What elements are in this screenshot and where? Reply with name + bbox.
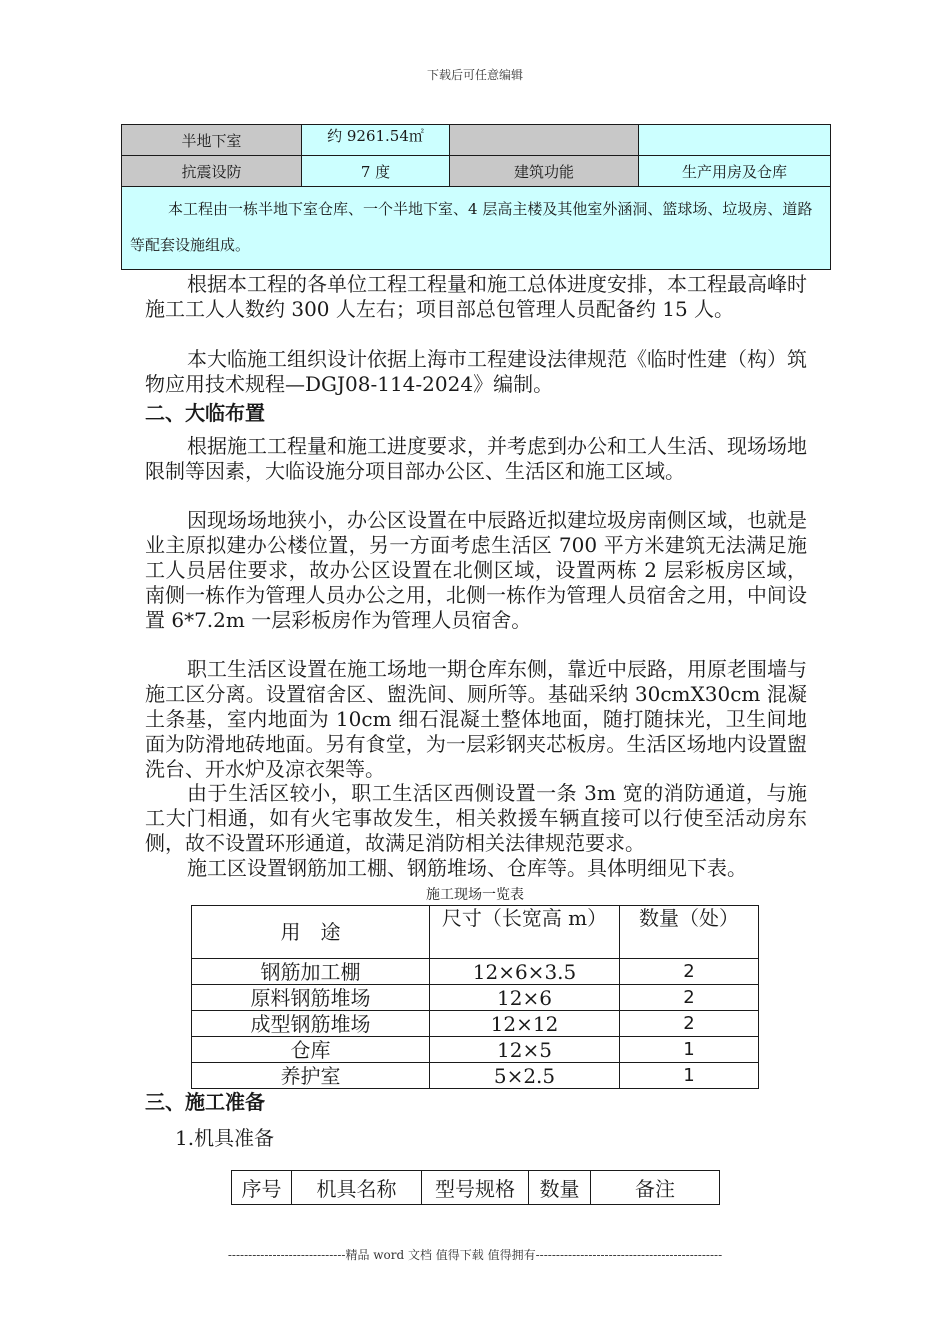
- column-header: 尺寸（长宽高 m）: [430, 906, 620, 959]
- paragraph: 施工区设置钢筋加工棚、钢筋堆场、仓库等。具体明细见下表。: [187, 856, 747, 880]
- table-cell: 钢筋加工棚: [192, 959, 430, 985]
- info-cell: [639, 125, 831, 156]
- column-header: 数量（处）: [620, 906, 759, 959]
- machinery-table: [231, 1170, 720, 1205]
- table-cell: 12×12: [430, 1011, 620, 1037]
- table-cell: 2: [620, 959, 759, 985]
- info-row-2: [122, 156, 831, 187]
- table-cell: 12×6×3.5: [430, 959, 620, 985]
- table-row: [192, 959, 759, 985]
- info-cell: [450, 125, 639, 156]
- table-cell: 5×2.5: [430, 1063, 620, 1089]
- table-cell: 1: [620, 1037, 759, 1063]
- column-header: 序号: [232, 1171, 292, 1205]
- info-cell: 建筑功能: [450, 156, 639, 187]
- info-row-description: [122, 187, 831, 270]
- paragraph: 由于生活区较小，职工生活区西侧设置一条 3m 宽的消防通道，与施工大门相通，如有火宅事故发生，相关救援车辆直接可以行使至活动房东侧，故不设置环形通道，故满足消防相关法律规范要求。: [145, 781, 807, 855]
- header-note: 下载后可任意编辑: [426, 68, 523, 82]
- footer-note: -----------------------------精品 word 文档 值得下载 值得拥有----------------------------------------------: [227, 1248, 723, 1262]
- table-header-row: [232, 1171, 720, 1205]
- table-cell: 成型钢筋堆场: [192, 1011, 430, 1037]
- project-description-text: 本工程由一栋半地下室仓库、一个半地下室、4 层高主楼及其他室外涵洞、篮球场、垃圾房、道路等配套设施组成。: [130, 200, 813, 254]
- paragraph: 根据本工程的各单位工程工程量和施工总体进度安排，本工程最高峰时施工工人人数约 300 人左右；项目部总包管理人员配备约 15 人。: [145, 272, 807, 321]
- table-cell: 仓库: [192, 1037, 430, 1063]
- section-heading: 三、施工准备: [145, 1090, 265, 1114]
- table-header-row: [192, 906, 759, 959]
- table-cell: 原料钢筋堆场: [192, 985, 430, 1011]
- column-header: 数量: [529, 1171, 591, 1205]
- info-row-1: [122, 125, 831, 156]
- sub-heading: 1.机具准备: [175, 1126, 275, 1150]
- project-description: [122, 187, 831, 270]
- paragraph: 本大临施工组织设计依据上海市工程建设法律规范《临时性建（构）筑物应用技术规程—DGJ08-114-2024》编制。: [145, 347, 807, 396]
- table-row: [192, 985, 759, 1011]
- table-cell: 2: [620, 985, 759, 1011]
- table-row: [192, 1037, 759, 1063]
- column-header: 机具名称: [292, 1171, 422, 1205]
- info-cell: 约 9261.54㎡: [302, 125, 450, 156]
- table-caption: 施工现场一览表: [426, 887, 524, 903]
- column-header: 型号规格: [422, 1171, 529, 1205]
- table-cell: 养护室: [192, 1063, 430, 1089]
- table-cell: 2: [620, 1011, 759, 1037]
- info-cell: 生产用房及仓库: [639, 156, 831, 187]
- info-cell: 7 度: [302, 156, 450, 187]
- paragraph: 根据施工工程量和施工进度要求，并考虑到办公和工人生活、现场场地限制等因素，大临设施分项目部办公区、生活区和施工区域。: [145, 434, 807, 483]
- paragraph: 职工生活区设置在施工场地一期仓库东侧，靠近中辰路，用原老围墙与施工区分离。设置宿舍区、盥洗间、厕所等。基础采纳 30cmX30cm 混凝土条基，室内地面为 10cm 细石混凝土整体地面，随打随抹光，卫生间地面为防滑地砖地面。另有食堂，为一层彩钢夹芯板房。生活区场地内设置盥洗台、开水炉及凉衣架等。: [145, 657, 807, 781]
- table-cell: 12×5: [430, 1037, 620, 1063]
- column-header: 用 途: [192, 906, 430, 959]
- table-row: [192, 1063, 759, 1089]
- site-facilities-table: [191, 905, 759, 1089]
- project-info-table: [121, 124, 831, 270]
- info-cell: 半地下室: [122, 125, 302, 156]
- table-row: [192, 1011, 759, 1037]
- column-header: 备注: [591, 1171, 720, 1205]
- info-cell: 抗震设防: [122, 156, 302, 187]
- table-cell: 1: [620, 1063, 759, 1089]
- section-heading: 二、大临布置: [145, 401, 265, 425]
- paragraph: 因现场场地狭小，办公区设置在中辰路近拟建垃圾房南侧区域，也就是业主原拟建办公楼位置，另一方面考虑生活区 700 平方米建筑无法满足施工人员居住要求，故办公区设置在北侧区域，设置两栋 2 层彩板房区域，南侧一栋作为管理人员办公之用，北侧一栋作为管理人员宿舍之用，中间设置 6*7.2m 一层彩板房作为管理人员宿舍。: [145, 508, 807, 632]
- table-cell: 12×6: [430, 985, 620, 1011]
